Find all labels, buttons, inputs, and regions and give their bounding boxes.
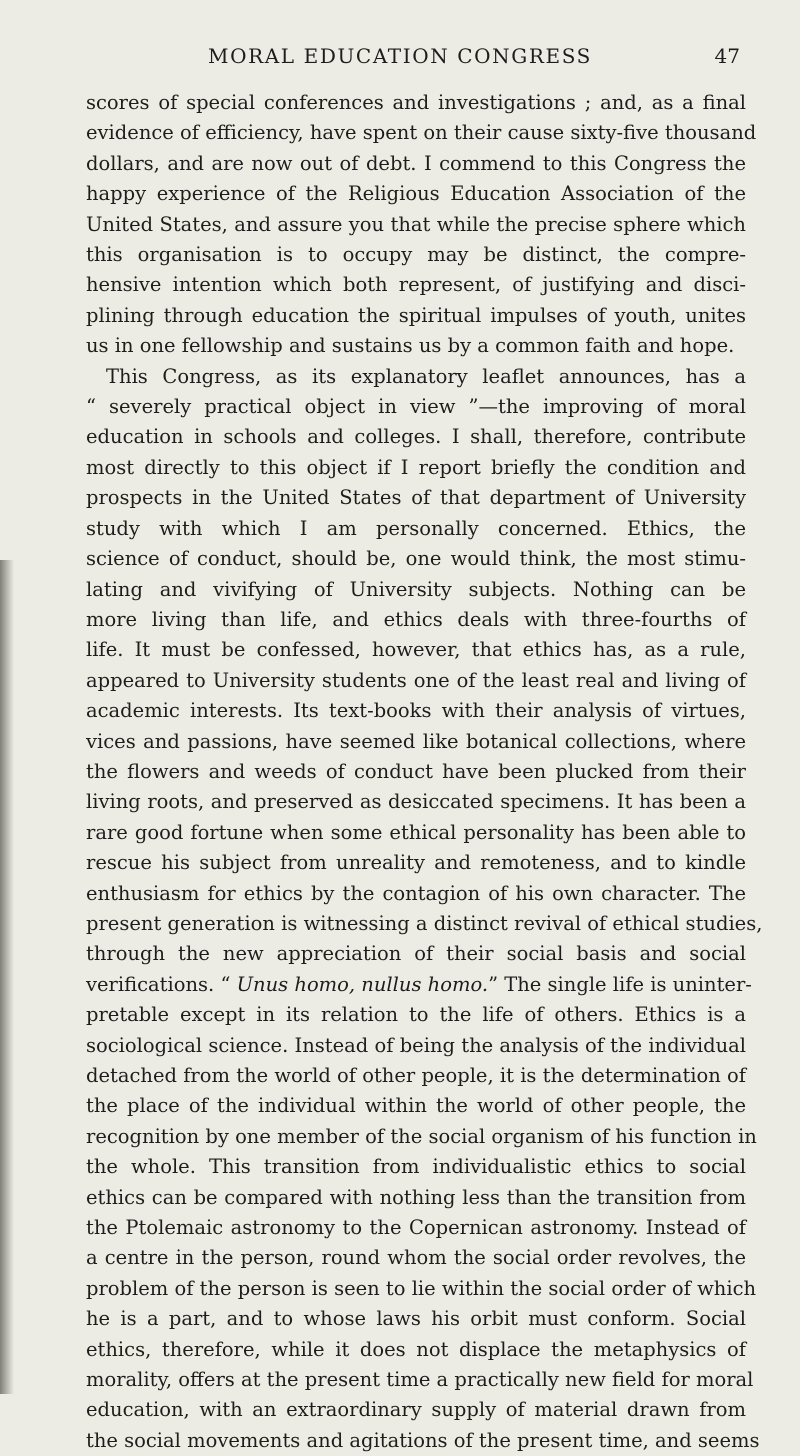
text-line: us in one fellowship and sustains us by a common faith and hope. (86, 334, 735, 358)
text-line: the flowers and weeds of conduct have been plucked from their (86, 759, 746, 783)
body-text (86, 88, 763, 1456)
latin-phrase: Unus homo, nullus homo. (236, 972, 489, 996)
text-line: the whole. This transition from individualistic ethics to social (86, 1155, 746, 1179)
text-line: problem of the person is seen to lie within the social order of which (86, 1276, 757, 1300)
text-line: detached from the world of other people, it is the determination of (86, 1064, 746, 1087)
text-line: ethics can be compared with nothing less than the transition from (86, 1185, 746, 1209)
text-line: academic interests. Its text-books with their analysis of virtues, (86, 699, 746, 723)
text-line: the social movements and agitations of the present time, and seems (86, 1428, 760, 1452)
text-line: appeared to University students one of the least real and living of (86, 668, 746, 692)
page-gutter-shadow (0, 560, 14, 1394)
text-line: life. It must be confessed, however, that ethics has, as a rule, (86, 638, 746, 662)
text-line: a centre in the person, round whom the social order revolves, the (86, 1246, 746, 1270)
text-line: rare good fortune when some ethical personality has been able to (86, 820, 746, 844)
text-line: vices and passions, have seemed like botanical collections, where (86, 729, 746, 753)
text-line: living roots, and preserved as desiccated specimens. It has been a (86, 790, 746, 814)
text-line: morality, offers at the present time a practically new field for moral (86, 1368, 754, 1392)
text-line: plining through education the spiritual impulses of youth, unites (86, 303, 746, 327)
text-line: the Ptolemaic astronomy to the Copernican astronomy. Instead of (86, 1216, 746, 1240)
text-line: happy experience of the Religious Education Association of the (86, 182, 746, 206)
text-line: dollars, and are now out of debt. I commend to this Congress the (86, 151, 746, 175)
text-line: United States, and assure you that while the precise sphere which (86, 212, 746, 236)
text-line: evidence of efficiency, have spent on their cause sixty-five thousand (86, 121, 757, 145)
text-line: pretable except in its relation to the life of others. Ethics is a (86, 1003, 746, 1027)
page-header (0, 44, 800, 78)
text-line: hensive intention which both represent, of justifying and disci- (86, 273, 746, 297)
text-line: “ severely practical object in view ”—the improving of moral (86, 395, 746, 419)
text-line: lating and vivifying of University subjects. Nothing can be (86, 577, 746, 601)
text-line: more living than life, and ethics deals with three-fourths of (86, 607, 746, 631)
text-line: study with which I am personally concerned. Ethics, the (86, 516, 746, 540)
running-head: MORAL EDUCATION CONGRESS (208, 44, 592, 68)
text-line: verifications. “ Unus homo, nullus homo.” The single life is uninter- (86, 972, 752, 996)
text-line: recognition by one member of the social organism of his function in (86, 1124, 757, 1148)
text-line: enthusiasm for ethics by the contagion of his own character. The (86, 881, 746, 905)
text-line: education, with an extraordinary supply of material drawn from (86, 1398, 746, 1422)
text-line: he is a part, and to whose laws his orbit must conform. Social (86, 1307, 746, 1331)
text-line: present generation is witnessing a distinct revival of ethical studies, (86, 911, 763, 935)
text-line: rescue his subject from unreality and remoteness, and to kindle (86, 851, 746, 875)
text-line: education in schools and colleges. I shall, therefore, contribute (86, 425, 746, 449)
text-line: through the new appreciation of their social basis and social (86, 942, 746, 966)
text-line: This Congress, as its explanatory leaflet announces, has a (106, 364, 746, 388)
text-line: ethics, therefore, while it does not displace the metaphysics of (86, 1337, 746, 1361)
page-number: 47 (714, 44, 740, 68)
text-line: scores of special conferences and investigations ; and, as a final (86, 91, 746, 114)
text-line: prospects in the United States of that department of University (86, 486, 746, 510)
text-line: science of conduct, should be, one would think, the most stimu- (86, 547, 746, 571)
text-line: sociological science. Instead of being the analysis of the individual (86, 1033, 746, 1057)
text-line: most directly to this object if I report briefly the condition and (86, 455, 746, 479)
text-line: the place of the individual within the world of other people, the (86, 1094, 746, 1118)
text-line: this organisation is to occupy may be distinct, the compre- (86, 243, 746, 267)
